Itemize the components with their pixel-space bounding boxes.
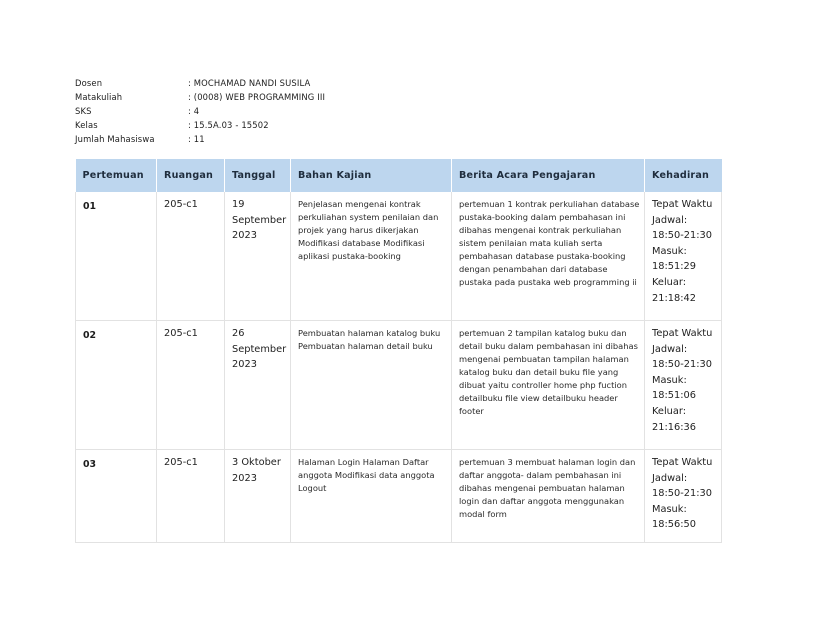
cell-ruangan: 205-c1 xyxy=(157,450,225,543)
header-berita-acara: Berita Acara Pengajaran xyxy=(452,159,645,192)
info-label: SKS xyxy=(75,106,92,116)
cell-bahan-kajian: Pembuatan halaman katalog buku Pembuatan halaman detail buku xyxy=(291,321,452,450)
header-pertemuan: Pertemuan xyxy=(76,159,157,192)
table-row xyxy=(76,321,722,450)
info-row-dosen xyxy=(75,76,325,90)
check-in-label: Masuk: xyxy=(652,374,687,386)
cell-tanggal: 26 September 2023 xyxy=(225,321,291,450)
cell-pertemuan: 02 xyxy=(76,321,157,450)
cell-pertemuan: 01 xyxy=(76,192,157,321)
info-label: Matakuliah xyxy=(75,92,123,102)
info-value: : MOCHAMAD NANDI SUSILA xyxy=(188,78,311,88)
schedule-label: Jadwal: xyxy=(652,214,688,226)
cell-ruangan: 205-c1 xyxy=(157,321,225,450)
cell-kehadiran xyxy=(645,450,722,543)
table-header-row xyxy=(76,159,722,192)
header-kehadiran: Kehadiran xyxy=(645,159,722,192)
header-bahan-kajian: Bahan Kajian xyxy=(291,159,452,192)
schedule-label: Jadwal: xyxy=(652,343,688,355)
info-row-jumlah xyxy=(75,132,325,146)
info-value: : (0008) WEB PROGRAMMING III xyxy=(188,92,326,102)
attendance-table xyxy=(75,159,722,543)
info-label: Dosen xyxy=(75,78,103,88)
info-row-kelas xyxy=(75,118,325,132)
info-value: : 11 xyxy=(188,134,205,144)
cell-tanggal: 3 Oktober 2023 xyxy=(225,450,291,543)
cell-tanggal: 19 September 2023 xyxy=(225,192,291,321)
header-ruangan: Ruangan xyxy=(157,159,225,192)
check-in-time: 18:51:06 xyxy=(652,390,696,402)
info-label: Kelas xyxy=(75,120,98,130)
info-label: Jumlah Mahasiswa xyxy=(75,134,155,144)
cell-ruangan: 205-c1 xyxy=(157,192,225,321)
cell-berita-acara: pertemuan 2 tampilan katalog buku dan detail buku dalam pembahasan ini dibahas mengenai pembuatan tampilan halaman katalog buku dan detail buku file yang dibuat yaitu controller home php fuction detailbuku file view detailbuku header footer xyxy=(452,321,645,450)
check-in-time: 18:56:50 xyxy=(652,519,696,531)
info-row-sks xyxy=(75,104,325,118)
info-row-matakuliah xyxy=(75,90,325,104)
schedule-time: 18:50-21:30 xyxy=(652,488,713,500)
cell-kehadiran xyxy=(645,321,722,450)
info-value: : 15.5A.03 - 15502 xyxy=(188,120,269,130)
attendance-status: Tepat Waktu xyxy=(652,199,713,210)
check-in-label: Masuk: xyxy=(652,503,687,515)
check-out-time: 21:18:42 xyxy=(652,292,696,304)
check-in-label: Masuk: xyxy=(652,245,687,257)
course-info xyxy=(75,76,325,146)
cell-bahan-kajian: Halaman Login Halaman Daftar anggota Modifikasi data anggota Logout xyxy=(291,450,452,543)
header-tanggal: Tanggal xyxy=(225,159,291,192)
check-out-label: Keluar: xyxy=(652,276,687,288)
schedule-time: 18:50-21:30 xyxy=(652,230,713,242)
table-row xyxy=(76,192,722,321)
check-out-time: 21:16:36 xyxy=(652,421,696,433)
attendance-status: Tepat Waktu xyxy=(652,457,713,468)
cell-bahan-kajian: Penjelasan mengenai kontrak perkuliahan system penilaian dan projek yang harus dikerjakan Modifikasi database Modifikasi aplikasi pustaka-booking xyxy=(291,192,452,321)
check-in-time: 18:51:29 xyxy=(652,261,696,273)
schedule-time: 18:50-21:30 xyxy=(652,359,713,371)
attendance-status: Tepat Waktu xyxy=(652,328,713,339)
table-row xyxy=(76,450,722,543)
cell-berita-acara: pertemuan 3 membuat halaman login dan daftar anggota- dalam pembahasan ini dibahas mengenai pembuatan halaman login dan daftar anggota menggunakan modal form xyxy=(452,450,645,543)
cell-pertemuan: 03 xyxy=(76,450,157,543)
info-value: : 4 xyxy=(188,106,200,116)
cell-berita-acara: pertemuan 1 kontrak perkuliahan database pustaka-booking dalam pembahasan ini dibahas mengenai kontrak perkuliahan sistem penilaian mata kuliah serta pembahasan database pustaka-booking dengan penambahan dari database pustaka pada pustaka web programming ii xyxy=(452,192,645,321)
schedule-label: Jadwal: xyxy=(652,472,688,484)
check-out-label: Keluar: xyxy=(652,405,687,417)
cell-kehadiran xyxy=(645,192,722,321)
